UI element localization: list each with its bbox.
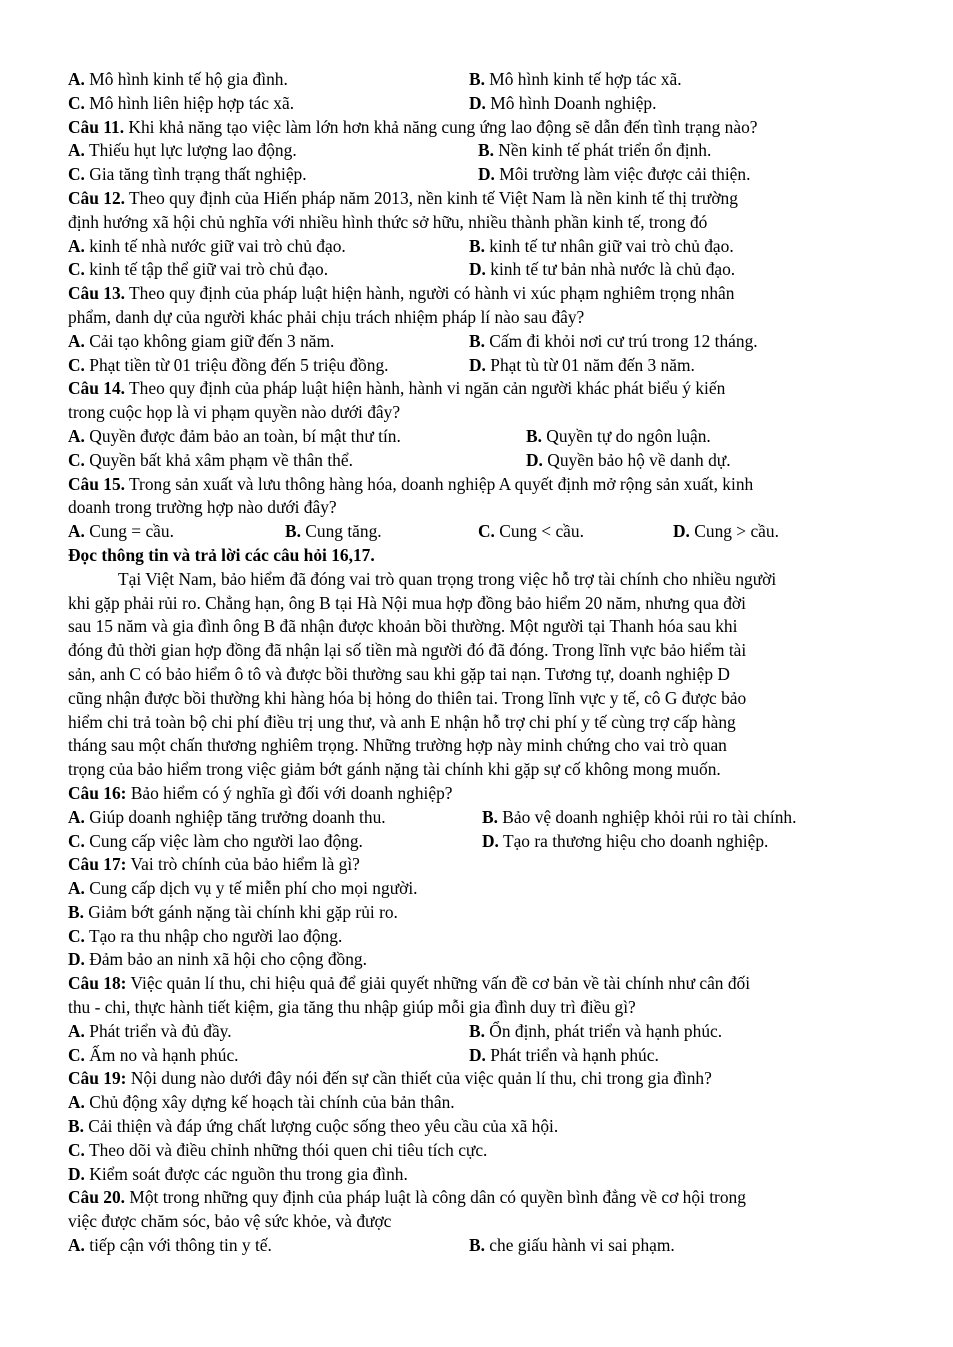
passage-line: hiểm chi trả toàn bộ chi phí điều trị ung thư, và anh E nhận hỗ trợ chi phí y tế cùng trợ cấp hàng: [68, 711, 736, 732]
q13-stem-line-2: phẩm, danh dự của người khác phải chịu trách nhiệm pháp lí nào sau đây?: [68, 306, 585, 327]
q19-option-b: B. Cải thiện và đáp ứng chất lượng cuộc sống theo yêu cầu của xã hội.: [68, 1116, 559, 1137]
q12-options-row-1: [68, 235, 883, 259]
q13-option-a: A. Cải tạo không giam giữ đến 3 năm.: [68, 330, 335, 351]
q20-stem-line-2: việc được chăm sóc, bảo vệ sức khỏe, và được: [68, 1211, 392, 1232]
q10-option-a: A. Mô hình kinh tế hộ gia đình.: [68, 69, 288, 89]
q13-options-row-1: [68, 330, 883, 354]
passage-line: Tại Việt Nam, bảo hiểm đã đóng vai trò quan trọng trong việc hỗ trợ tài chính cho nhiều người: [118, 568, 777, 589]
exam-page: [68, 68, 883, 1258]
q10-options-row-1: [68, 68, 883, 92]
q16-option-d: D. Tạo ra thương hiệu cho doanh nghiệp.: [482, 830, 769, 851]
q19-option-a: A. Chủ động xây dựng kế hoạch tài chính của bản thân.: [68, 1092, 455, 1113]
q20-option-a: A. tiếp cận với thông tin y tế.: [68, 1235, 272, 1256]
q18-stem-line-1: Câu 18: Việc quản lí thu, chi hiệu quả để giải quyết những vấn đề cơ bản về tài chính như cân đối: [68, 973, 751, 994]
q12-option-b: B. kinh tế tư nhân giữ vai trò chủ đạo.: [469, 235, 734, 256]
q14-option-b: B. Quyền tự do ngôn luận.: [526, 425, 711, 446]
q12-stem-line-1: Câu 12. Theo quy định của Hiến pháp năm 2013, nền kinh tế Việt Nam là nền kinh tế thị trường: [68, 187, 738, 208]
q12-option-c: C. kinh tế tập thể giữ vai trò chủ đạo.: [68, 259, 329, 280]
q15-options-row: [68, 520, 883, 544]
q18-option-a: A. Phát triển và đủ đầy.: [68, 1020, 232, 1041]
q11-option-d: D. Môi trường làm việc được cải thiện.: [478, 164, 751, 185]
passage-line: sản, anh C có bảo hiểm ô tô và được bồi thường sau khi gặp tai nạn. Tương tự, doanh nghiệp D: [68, 663, 730, 684]
q14-stem-line-1: Câu 14. Theo quy định của pháp luật hiện hành, hành vi ngăn cản người khác phát biểu ý kiến: [68, 378, 726, 399]
q19-option-d: D. Kiểm soát được các nguồn thu trong gia đình.: [68, 1163, 408, 1184]
q12-option-a: A. kinh tế nhà nước giữ vai trò chủ đạo.: [68, 235, 346, 256]
q13-option-c: C. Phạt tiền từ 01 triệu đồng đến 5 triệu đồng.: [68, 354, 389, 375]
q11-option-a: A. Thiếu hụt lực lượng lao động.: [68, 140, 297, 161]
passage-line: sau 15 năm và gia đình ông B đã nhận được khoản bồi thường. Một người tại Thanh hóa sau khi: [68, 616, 738, 637]
q16-option-b: B. Bảo vệ doanh nghiệp khỏi rủi ro tài chính.: [482, 806, 797, 827]
reading-heading: Đọc thông tin và trả lời các câu hỏi 16,17.: [68, 544, 375, 565]
q16-option-a: A. Giúp doanh nghiệp tăng trưởng doanh thu.: [68, 806, 386, 827]
q13-stem-line-1: Câu 13. Theo quy định của pháp luật hiện hành, người có hành vi xúc phạm nghiêm trọng nhân: [68, 283, 735, 304]
q15-stem-line-1: Câu 15. Trong sản xuất và lưu thông hàng hóa, doanh nghiệp A quyết định mở rộng sản xuất, kinh: [68, 473, 754, 494]
q18-option-c: C. Ấm no và hạnh phúc.: [68, 1044, 239, 1065]
q17-stem: Câu 17: Vai trò chính của bảo hiểm là gì?: [68, 854, 360, 875]
q14-option-c: C. Quyền bất khả xâm phạm về thân thể.: [68, 449, 353, 470]
q14-options-row-2: [68, 449, 883, 473]
q20-stem-line-1: Câu 20. Một trong những quy định của pháp luật là công dân có quyền bình đẳng về cơ hội trong: [68, 1187, 746, 1208]
q18-option-d: D. Phát triển và hạnh phúc.: [469, 1044, 659, 1065]
passage-line: đóng đủ thời gian hợp đồng đã nhận lại số tiền mà người đó đã đóng. Trong lĩnh vực bảo hiểm tài: [68, 640, 747, 661]
q10-options-row-2: [68, 92, 883, 116]
q16-options-row-1: [68, 806, 883, 830]
q17-option-d: D. Đảm bảo an ninh xã hội cho cộng đồng.: [68, 949, 367, 970]
passage-line: khi gặp phải rủi ro. Chẳng hạn, ông B tại Hà Nội mua hợp đồng bảo hiểm 20 năm, nhưng qua đời: [68, 592, 746, 613]
q20-options-row-1: [68, 1234, 883, 1258]
q18-stem-line-2: thu - chi, thực hành tiết kiệm, gia tăng thu nhập giúp mỗi gia đình duy trì điều gì?: [68, 997, 636, 1018]
q15-option-b: B. Cung tăng.: [285, 521, 382, 542]
q19-option-c: C. Theo dõi và điều chỉnh những thói quen chi tiêu tích cực.: [68, 1139, 488, 1160]
q15-option-c: C. Cung < cầu.: [478, 521, 584, 542]
q16-stem: Câu 16: Bảo hiểm có ý nghĩa gì đối với doanh nghiệp?: [68, 782, 453, 803]
q14-option-d: D. Quyền bảo hộ về danh dự.: [526, 449, 731, 470]
q20-option-b: B. che giấu hành vi sai phạm.: [469, 1235, 675, 1256]
q11-stem: Câu 11. Khi khả năng tạo việc làm lớn hơn khả năng cung ứng lao động sẽ dẫn đến tình trạng nào?: [68, 116, 758, 137]
q13-option-b: B. Cấm đi khỏi nơi cư trú trong 12 tháng.: [469, 330, 758, 351]
q15-stem-line-2: doanh trong trường hợp nào dưới đây?: [68, 497, 337, 518]
q12-stem-line-2: định hướng xã hội chủ nghĩa với nhiều hình thức sở hữu, nhiều thành phần kinh tế, trong đó: [68, 211, 708, 232]
passage-line: tháng sau một chấn thương nghiêm trọng. Những trường hợp này minh chứng cho vai trò quan: [68, 735, 727, 756]
passage-line: cũng nhận được bồi thường khi hàng hóa bị hỏng do thiên tai. Trong lĩnh vực y tế, cô G được bảo: [68, 687, 747, 708]
q14-option-a: A. Quyền được đảm bảo an toàn, bí mật thư tín.: [68, 425, 401, 446]
q14-options-row-1: [68, 425, 883, 449]
q15-option-d: D. Cung > cầu.: [673, 521, 779, 542]
q17-option-c: C. Tạo ra thu nhập cho người lao động.: [68, 925, 343, 946]
reading-passage: [68, 568, 883, 782]
q16-options-row-2: [68, 830, 883, 854]
q10-option-d: D. Mô hình Doanh nghiệp.: [469, 92, 657, 113]
q18-options-row-2: [68, 1044, 883, 1068]
q12-option-d: D. kinh tế tư bản nhà nước là chủ đạo.: [469, 259, 736, 280]
q11-options-row-1: [68, 139, 883, 163]
q17-option-b: B. Giảm bớt gánh nặng tài chính khi gặp rủi ro.: [68, 901, 398, 922]
q11-option-b: B. Nền kinh tế phát triển ổn định.: [478, 140, 712, 161]
q11-option-c: C. Gia tăng tình trạng thất nghiệp.: [68, 164, 307, 185]
q10-option-b: B. Mô hình kinh tế hợp tác xã.: [469, 69, 682, 89]
q13-option-d: D. Phạt tù từ 01 năm đến 3 năm.: [469, 354, 695, 375]
passage-line: trọng của bảo hiểm trong việc giảm bớt gánh nặng tài chính khi gặp sự cố không mong muốn.: [68, 759, 721, 780]
q19-stem: Câu 19: Nội dung nào dưới đây nói đến sự cần thiết của việc quản lí thu, chi trong gia đình?: [68, 1068, 712, 1089]
q16-option-c: C. Cung cấp việc làm cho người lao động.: [68, 830, 363, 851]
q15-option-a: A. Cung = cầu.: [68, 521, 174, 542]
q13-options-row-2: [68, 354, 883, 378]
q17-option-a: A. Cung cấp dịch vụ y tế miễn phí cho mọi người.: [68, 878, 418, 899]
q18-option-b: B. Ổn định, phát triển và hạnh phúc.: [469, 1020, 723, 1041]
q14-stem-line-2: trong cuộc họp là vi phạm quyền nào dưới đây?: [68, 402, 401, 423]
q10-option-c: C. Mô hình liên hiệp hợp tác xã.: [68, 92, 295, 113]
q18-options-row-1: [68, 1020, 883, 1044]
q11-options-row-2: [68, 163, 883, 187]
q12-options-row-2: [68, 258, 883, 282]
